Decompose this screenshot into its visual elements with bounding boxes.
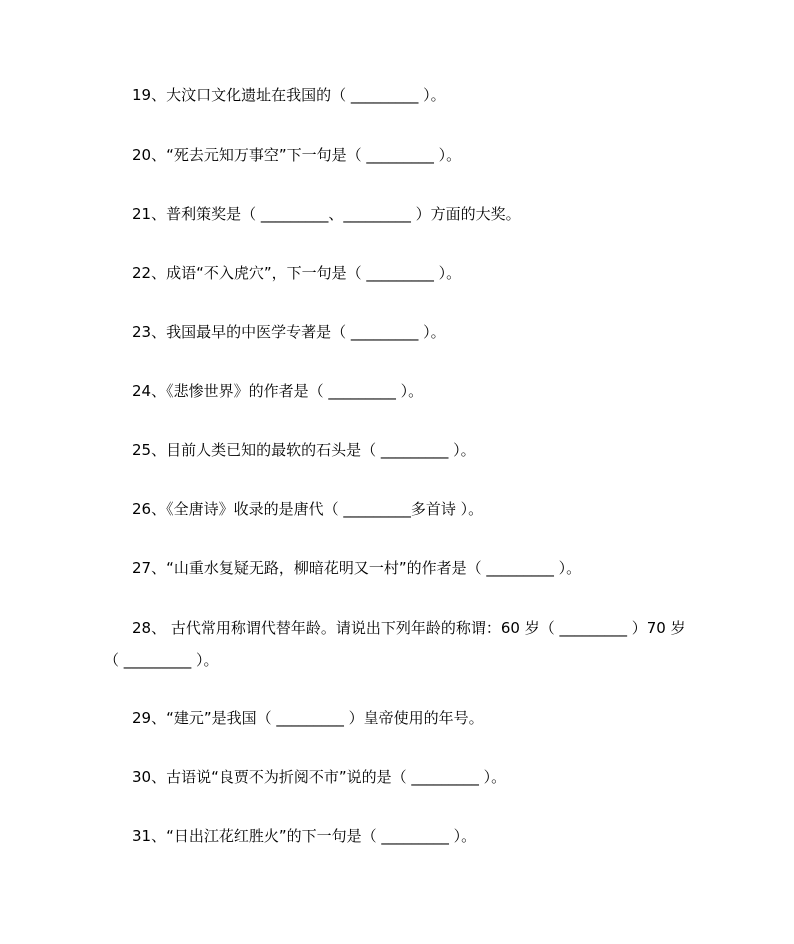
question-19: 19、大汶口文化遗址在我国的（ _________ ）。: [132, 86, 446, 104]
question-28: 28、 古代常用称谓代替年龄。请说出下列年龄的称谓：60 岁（ _________ ）70 岁: [132, 619, 686, 637]
question-23: 23、我国最早的中医学专著是（ _________ ）。: [132, 323, 446, 341]
question-20: 20、“死去元知万事空”下一句是（ _________ ）。: [132, 146, 462, 164]
question-25: 25、目前人类已知的最软的石头是（ _________ ）。: [132, 441, 476, 459]
question-26: 26、《全唐诗》收录的是唐代（ _________多首诗 ）。: [132, 500, 484, 518]
question-30: 30、古语说“良贾不为折阅不市”说的是（ _________ ）。: [132, 768, 507, 786]
question-21: 21、普利策奖是（ _________、_________ ）方面的大奖。: [132, 205, 521, 223]
question-22: 22、成语“不入虎穴”，下一句是（ _________ ）。: [132, 264, 462, 282]
question-24: 24、《悲惨世界》的作者是（ _________ ）。: [132, 382, 424, 400]
question-29: 29、“建元”是我国（ _________ ）皇帝使用的年号。: [132, 709, 484, 727]
question-28-continuation: （ _________ ）。: [104, 651, 219, 669]
question-31: 31、“日出江花红胜火”的下一句是（ _________ ）。: [132, 827, 477, 845]
question-27: 27、“山重水复疑无路，柳暗花明又一村”的作者是（ _________ ）。: [132, 559, 582, 577]
